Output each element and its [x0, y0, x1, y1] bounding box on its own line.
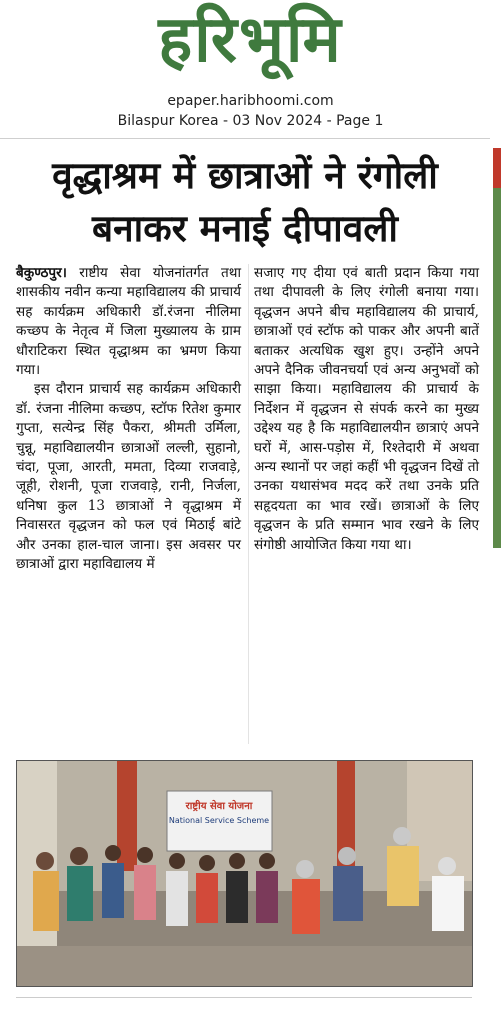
paragraph-1 — [16, 264, 241, 380]
banner-title: राष्ट्रीय सेवा योजना — [185, 801, 253, 812]
dateline: बैकुण्ठपुर। — [16, 265, 67, 281]
adjacent-article-photo — [493, 148, 501, 548]
paragraph-2: इस दौरान प्राचार्य सह कार्यक्रम अधिकारी डॉ. रंजना नीलिमा कच्छप, स्टॉफ रितेश कुमार गुप्ता, सत्येन्द्र सिंह पैकरा, श्रीमती उर्मिला, चुन्नू, महाविद्यालयीन छात्राओं लल्ली, सुहानो, चंदा, पूजा, आरती, ममता, दिव्या राजवाड़े, जूही, रोशनी, पूजा राजवाड़े, रानी, निर्जला, धनिषा कुल 13 छात्राओं ने वृद्धाश्रम में निवासरत वृद्धजन को फल एवं मिठाई बांटे और उनका हाल-चाल जाना। इस अवसर पर छात्राओं द्वारा महाविद्यालय में — [16, 381, 241, 573]
masthead-logo: हरिभूमि — [158, 3, 343, 77]
page-bottom-divider — [16, 997, 472, 998]
paragraph-3: सजाए गए दीया एवं बाती प्रदान किया गया तथा दीपावली के लिए रंगोली बनाया गया। वृद्धजन अपने बीच महाविद्यालय की प्राचार्य, छात्राओं एवं स्टॉफ को पाकर और अपनी बातें बताकर अत्यधिक खुश हुए। उन्होंने अपने अपने दैनिक जीवनचर्या एवं अन्य अनुभवों को साझा किया। महाविद्यालय की प्राचार्य के निर्देशन में वृद्धजन से संपर्क करने का मुख्य उद्देश्य यह है कि महाविद्यालयीन छात्राएं अपने घरों में, आस-पड़ोस में, रिश्तेदारी में अथवा अन्य स्थानों पर जहां कहीं भी वृद्धजन दिखें तो उनका यथासंभव मदद करें तथा उनके प्रति सहृदयता का भाव रखें। छात्राओं के लिए वृद्धजन के प्रति सम्मान भाव रखने के लिए संगोष्ठी आयोजित किया गया था। — [254, 265, 479, 553]
edition-info: Bilaspur Korea - 03 Nov 2024 - Page 1 — [117, 113, 384, 129]
headline-line-1: वृद्धाश्रम में छात्राओं ने रंगोली — [52, 154, 438, 197]
headline-line-2: बनाकर मनाई दीपावली — [91, 207, 399, 250]
article-photo — [16, 760, 473, 987]
banner-subtitle: National Service Scheme — [168, 816, 270, 825]
article-column-right — [254, 264, 479, 555]
article-column-left — [16, 264, 241, 575]
masthead-divider — [0, 138, 490, 139]
adjacent-article-tag — [493, 148, 501, 188]
paragraph-1-text: राष्टीय सेवा योजनांतर्गत तथा शासकीय नवीन कन्या महाविद्यालय की प्राचार्य सह कार्यक्रम अधिकारी डॉ.रंजना नीलिमा कच्छप के नेतृत्व में जिला मुख्यालय के ग्राम धौराटिकरा स्थित वृद्धाश्रम का भ्रमण किया गया। — [16, 265, 241, 379]
epaper-url[interactable]: epaper.haribhoomi.com — [167, 93, 334, 109]
column-divider — [248, 264, 249, 744]
